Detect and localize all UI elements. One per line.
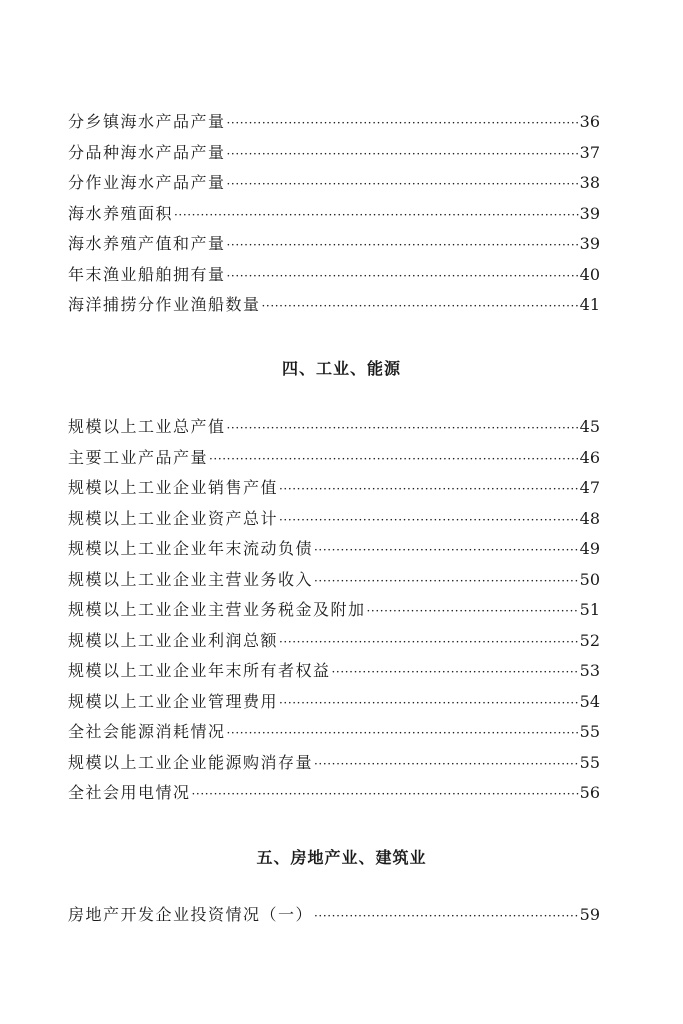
toc-leader-dots: [174, 208, 579, 222]
toc-entry-page: 54: [579, 691, 600, 711]
toc-entry[interactable]: [68, 719, 600, 750]
toc-entry[interactable]: [68, 414, 600, 445]
toc-entry-page: 52: [579, 630, 600, 650]
toc-entry-title: 海水养殖产值和产量: [68, 234, 226, 253]
toc-group-real-estate-construction: [68, 902, 600, 933]
toc-entry-page: 51: [579, 600, 600, 619]
toc-entry-page: 38: [579, 173, 600, 192]
toc-entry-page: 37: [579, 142, 600, 162]
toc-entry[interactable]: [68, 597, 600, 628]
toc-entry-title: 全社会能源消耗情况: [68, 722, 226, 741]
toc-entry-page: 59: [579, 905, 600, 924]
toc-entry-title: 主要工业产品产量: [68, 447, 209, 467]
toc-entry-title: 全社会用电情况: [68, 783, 191, 802]
toc-entry[interactable]: [68, 689, 600, 720]
toc-entry-title: 房地产开发企业投资情况（一）: [68, 905, 314, 924]
toc-leader-dots: [227, 269, 579, 283]
toc-entry-page: 46: [579, 447, 600, 467]
toc-entry-title: 规模以上工业企业利润总额: [68, 630, 279, 650]
toc-leader-dots: [227, 726, 579, 740]
toc-entry[interactable]: [68, 231, 600, 262]
toc-leader-dots: [367, 604, 579, 618]
toc-entry-title: 规模以上工业企业年末流动负债: [68, 539, 314, 558]
toc-entry[interactable]: [68, 292, 600, 323]
toc-entry-page: 48: [579, 508, 600, 528]
toc-entry-page: 40: [579, 264, 600, 284]
toc-entry[interactable]: [68, 536, 600, 567]
toc-leader-dots: [227, 116, 579, 130]
toc-leader-dots: [314, 909, 579, 923]
toc-entry-title: 规模以上工业企业能源购消存量: [68, 752, 314, 772]
toc-leader-dots: [279, 635, 579, 649]
toc-group-fishery: [68, 109, 600, 323]
toc-entry-title: 分作业海水产品产量: [68, 173, 226, 192]
toc-leader-dots: [279, 482, 579, 496]
toc-leader-dots: [279, 696, 579, 710]
toc-entry-page: 56: [579, 783, 600, 802]
toc-entry[interactable]: [68, 109, 600, 140]
toc-entry-page: 39: [579, 234, 600, 253]
toc-entry-title: 规模以上工业企业主营业务税金及附加: [68, 600, 366, 619]
toc-entry-title: 海水养殖面积: [68, 203, 174, 223]
toc-entry-page: 36: [579, 112, 600, 131]
toc-leader-dots: [227, 177, 579, 191]
toc-entry-title: 分乡镇海水产品产量: [68, 112, 226, 131]
toc-entry-title: 规模以上工业企业销售产值: [68, 478, 279, 497]
toc-entry[interactable]: [68, 628, 600, 659]
toc-entry[interactable]: [68, 506, 600, 537]
toc-entry[interactable]: [68, 140, 600, 171]
toc-entry[interactable]: [68, 201, 600, 232]
toc-entry[interactable]: [68, 475, 600, 506]
toc-entry-page: 50: [579, 569, 600, 589]
toc-leader-dots: [332, 665, 579, 679]
toc-leader-dots: [314, 757, 579, 771]
toc-entry[interactable]: [68, 750, 600, 781]
toc-entry-page: 39: [579, 203, 600, 223]
toc-entry-page: 45: [579, 417, 600, 436]
toc-entry[interactable]: [68, 780, 600, 811]
toc-entry-page: 49: [579, 539, 600, 558]
toc-entry-title: 年末渔业船舶拥有量: [68, 264, 226, 284]
toc-entry-title: 规模以上工业总产值: [68, 417, 226, 436]
toc-entry[interactable]: [68, 445, 600, 476]
toc-entry-title: 规模以上工业企业年末所有者权益: [68, 661, 331, 680]
toc-entry-title: 规模以上工业企业管理费用: [68, 691, 279, 711]
toc-leader-dots: [262, 299, 579, 313]
toc-entry-page: 53: [579, 661, 600, 680]
toc-entry-page: 41: [579, 295, 600, 314]
toc-entry-page: 55: [579, 752, 600, 772]
toc-entry-title: 规模以上工业企业资产总计: [68, 508, 279, 528]
toc-entry-page: 47: [579, 478, 600, 497]
toc-entry-page: 55: [579, 722, 600, 741]
toc-entry-title: 分品种海水产品产量: [68, 142, 226, 162]
section-heading-industry-energy: 四、工业、能源: [281, 359, 401, 378]
toc-entry[interactable]: [68, 262, 600, 293]
toc-entry[interactable]: [68, 902, 600, 933]
toc-entry[interactable]: [68, 658, 600, 689]
toc-entry-title: 海洋捕捞分作业渔船数量: [68, 295, 261, 314]
toc-leader-dots: [227, 238, 579, 252]
toc-leader-dots: [192, 787, 579, 801]
toc-entry[interactable]: [68, 567, 600, 598]
toc-leader-dots: [209, 452, 579, 466]
toc-leader-dots: [227, 421, 579, 435]
toc-entry[interactable]: [68, 170, 600, 201]
toc-leader-dots: [314, 543, 579, 557]
section-heading-real-estate-construction: 五、房地产业、建筑业: [256, 848, 427, 867]
toc-leader-dots: [279, 513, 579, 527]
toc-leader-dots: [227, 147, 579, 161]
toc-leader-dots: [314, 574, 579, 588]
toc-entry-title: 规模以上工业企业主营业务收入: [68, 569, 314, 589]
toc-group-industry-energy: [68, 414, 600, 811]
